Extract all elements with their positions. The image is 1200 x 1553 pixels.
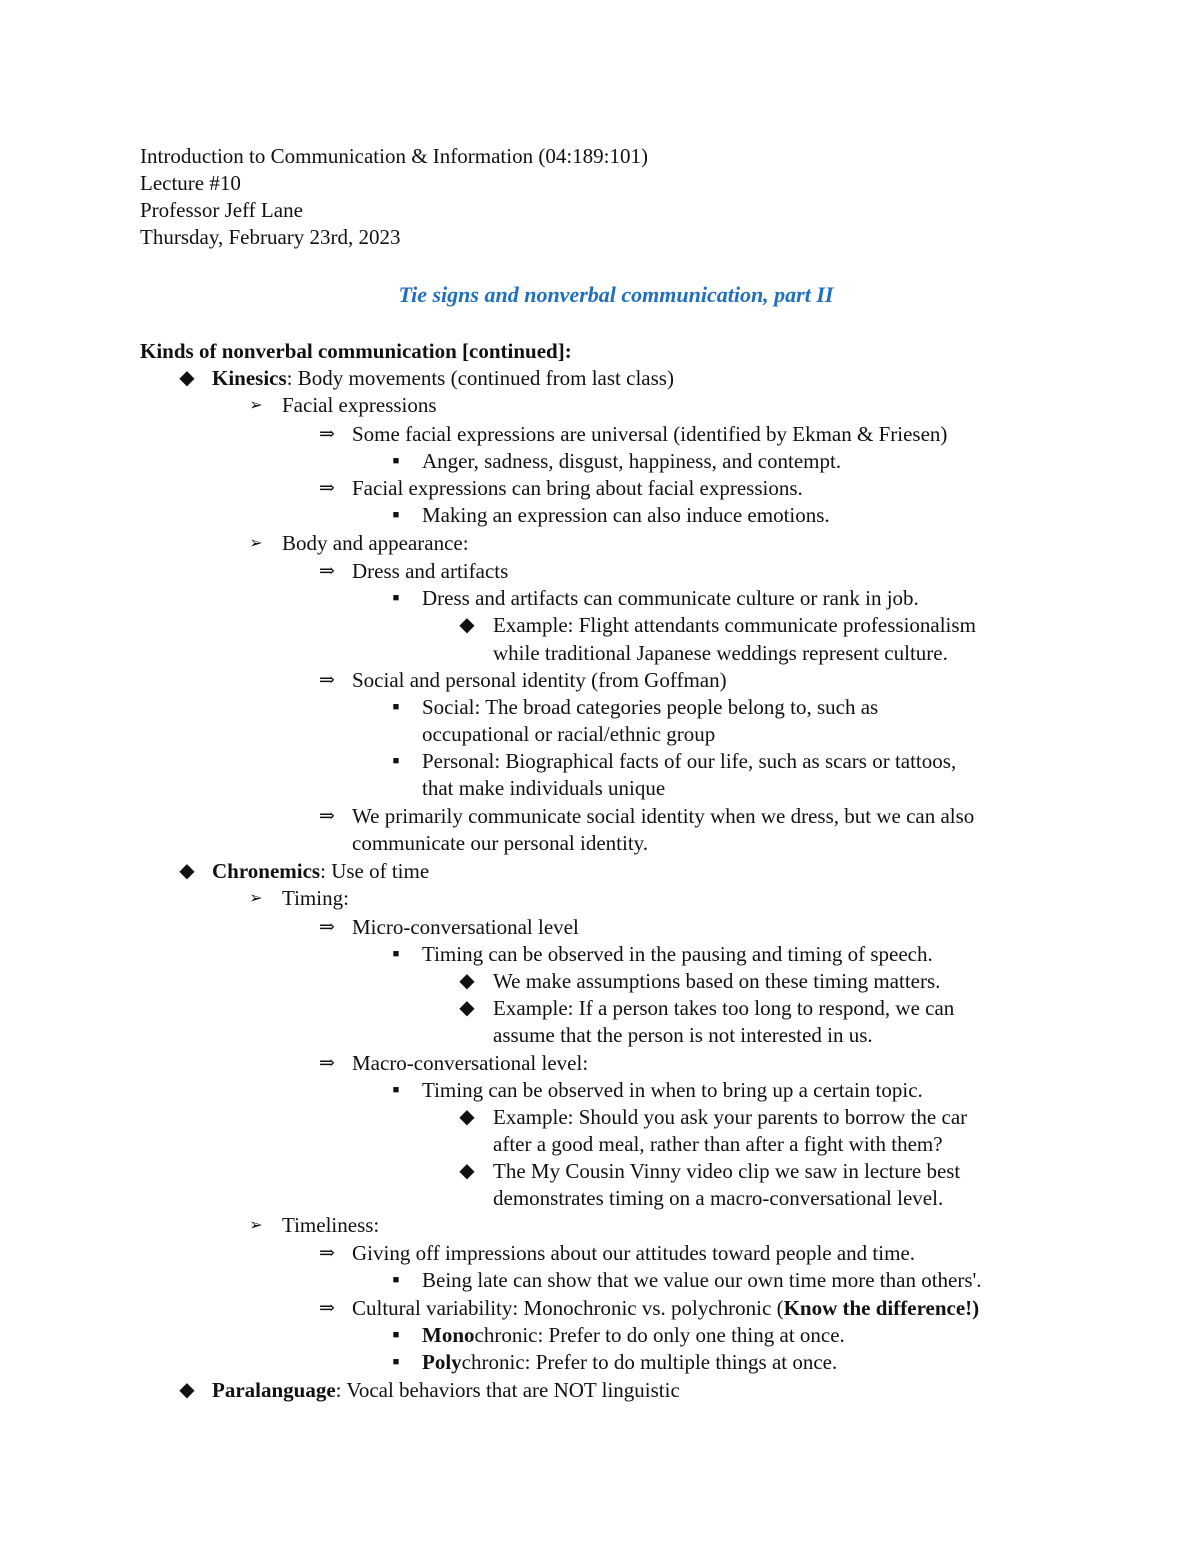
list-item [0, 1077, 1200, 1104]
list-item [0, 1050, 1200, 1077]
list-item-text: communicate our personal identity. [352, 831, 649, 855]
list-item [0, 1267, 1200, 1294]
list-item-continuation [0, 1022, 1200, 1049]
diamond-bullet-icon: ◆ [459, 614, 475, 636]
list-item [0, 914, 1200, 941]
list-item [0, 1240, 1200, 1267]
square-bullet-icon: ■ [392, 948, 400, 960]
list-item-text: Timing: [282, 886, 349, 910]
arrowhead-bullet-icon: ➢ [249, 535, 263, 552]
list-item-continuation [0, 1131, 1200, 1158]
term-poly: Poly [422, 1350, 462, 1374]
diamond-bullet-icon: ◆ [459, 1106, 475, 1128]
list-item-text: assume that the person is not interested in us. [493, 1023, 873, 1047]
arrowhead-bullet-icon: ➢ [249, 890, 263, 907]
double-arrow-bullet-icon: ⇒ [319, 917, 335, 938]
list-item-text: Timing can be observed in when to bring up a certain topic. [422, 1078, 923, 1102]
list-item-text: that make individuals unique [422, 776, 666, 800]
list-item [0, 1349, 1200, 1376]
term-chronemics: Chronemics [212, 859, 321, 883]
square-bullet-icon: ■ [392, 701, 400, 713]
list-item-text: Body and appearance: [282, 531, 469, 555]
emphasis-know-difference: Know the difference!) [783, 1296, 980, 1320]
list-item [0, 1212, 1200, 1239]
list-item-text: occupational or racial/ethnic group [422, 722, 716, 746]
list-item-text: We primarily communicate social identity when we dress, but we can also [352, 804, 975, 828]
square-bullet-icon: ■ [392, 592, 400, 604]
list-item-text: Dress and artifacts [352, 559, 509, 583]
arrowhead-bullet-icon: ➢ [249, 397, 263, 414]
list-item-text: Example: Should you ask your parents to borrow the car [493, 1105, 968, 1129]
list-item-text: Being late can show that we value our own time more than others'. [422, 1268, 982, 1292]
list-item [0, 392, 1200, 419]
list-item [0, 968, 1200, 995]
definition-chronemics: : Use of time [320, 859, 430, 883]
diamond-bullet-icon: ◆ [459, 970, 475, 992]
list-item [0, 502, 1200, 529]
list-item-text: Some facial expressions are universal (identified by Ekman & Friesen) [352, 422, 948, 446]
list-item [0, 748, 1200, 775]
list-item-text: after a good meal, rather than after a fight with them? [493, 1132, 943, 1156]
definition-monochronic: chronic: Prefer to do only one thing at once. [474, 1323, 845, 1347]
list-item [0, 694, 1200, 721]
list-item [0, 421, 1200, 448]
list-item-text: Personal: Biographical facts of our life, such as scars or tattoos, [422, 749, 957, 773]
list-item-text: Giving off impressions about our attitudes toward people and time. [352, 1241, 916, 1265]
list-item [0, 1158, 1200, 1185]
professor-name: Professor Jeff Lane [140, 198, 303, 222]
list-item-text: Macro-conversational level: [352, 1051, 589, 1075]
double-arrow-bullet-icon: ⇒ [319, 424, 335, 445]
list-item [0, 448, 1200, 475]
list-item [0, 365, 1200, 392]
list-item-text: Facial expressions [282, 393, 437, 417]
lecture-date: Thursday, February 23rd, 2023 [140, 225, 401, 249]
list-item-continuation [0, 830, 1200, 857]
list-item [0, 1322, 1200, 1349]
diamond-bullet-icon: ◆ [179, 860, 195, 882]
double-arrow-bullet-icon: ⇒ [319, 1298, 335, 1319]
list-item-continuation [0, 721, 1200, 748]
double-arrow-bullet-icon: ⇒ [319, 1243, 335, 1264]
list-item [0, 558, 1200, 585]
list-item-text: Making an expression can also induce emotions. [422, 503, 830, 527]
arrowhead-bullet-icon: ➢ [249, 1217, 263, 1234]
list-item-text: Social: The broad categories people belong to, such as [422, 695, 879, 719]
double-arrow-bullet-icon: ⇒ [319, 806, 335, 827]
square-bullet-icon: ■ [392, 1274, 400, 1286]
double-arrow-bullet-icon: ⇒ [319, 670, 335, 691]
diamond-bullet-icon: ◆ [179, 367, 195, 389]
list-item-text: We make assumptions based on these timing matters. [493, 969, 941, 993]
page-title: Tie signs and nonverbal communication, part II [398, 282, 834, 307]
diamond-bullet-icon: ◆ [459, 997, 475, 1019]
square-bullet-icon: ■ [392, 455, 400, 467]
double-arrow-bullet-icon: ⇒ [319, 561, 335, 582]
list-item [0, 612, 1200, 639]
list-item-text: while traditional Japanese weddings represent culture. [493, 641, 948, 665]
square-bullet-icon: ■ [392, 1084, 400, 1096]
definition-paralanguage: : Vocal behaviors that are NOT linguistic [335, 1378, 680, 1402]
list-item-text: Example: Flight attendants communicate professionalism [493, 613, 976, 637]
square-bullet-icon: ■ [392, 755, 400, 767]
list-item-text: Social and personal identity (from Goffman) [352, 668, 727, 692]
list-item-text: demonstrates timing on a macro-conversational level. [493, 1186, 944, 1210]
definition-kinesics: : Body movements (continued from last class) [286, 366, 674, 390]
list-item-continuation [0, 640, 1200, 667]
square-bullet-icon: ■ [392, 1329, 400, 1341]
list-item [0, 1377, 1200, 1404]
list-item-text: Micro-conversational level [352, 915, 579, 939]
list-item-text: The My Cousin Vinny video clip we saw in lecture best [493, 1159, 961, 1183]
list-item [0, 1104, 1200, 1131]
section-heading: Kinds of nonverbal communication [continued]: [140, 339, 572, 363]
square-bullet-icon: ■ [392, 509, 400, 521]
list-item [0, 530, 1200, 557]
course-name: Introduction to Communication & Information (04:189:101) [140, 144, 649, 168]
definition-polychronic: chronic: Prefer to do multiple things at once. [461, 1350, 838, 1374]
term-kinesics: Kinesics [212, 366, 287, 390]
list-item [0, 803, 1200, 830]
double-arrow-bullet-icon: ⇒ [319, 478, 335, 499]
square-bullet-icon: ■ [392, 1356, 400, 1368]
list-item-continuation [0, 1185, 1200, 1212]
list-item-text: Dress and artifacts can communicate culture or rank in job. [422, 586, 919, 610]
list-item-text: Facial expressions can bring about facial expressions. [352, 476, 803, 500]
list-item [0, 858, 1200, 885]
list-item [0, 941, 1200, 968]
diamond-bullet-icon: ◆ [459, 1160, 475, 1182]
list-item-text: Timeliness: [282, 1213, 380, 1237]
double-arrow-bullet-icon: ⇒ [319, 1053, 335, 1074]
term-mono: Mono [422, 1323, 475, 1347]
list-item-text: Anger, sadness, disgust, happiness, and contempt. [422, 449, 842, 473]
list-item [0, 585, 1200, 612]
list-item-text: Timing can be observed in the pausing and timing of speech. [422, 942, 933, 966]
list-item [0, 885, 1200, 912]
list-item [0, 1295, 1200, 1322]
list-item [0, 667, 1200, 694]
diamond-bullet-icon: ◆ [179, 1379, 195, 1401]
list-item-continuation [0, 775, 1200, 802]
lecture-number: Lecture #10 [140, 171, 241, 195]
term-paralanguage: Paralanguage [212, 1378, 336, 1402]
list-item-text: Example: If a person takes too long to respond, we can [493, 996, 955, 1020]
list-item [0, 475, 1200, 502]
list-item [0, 995, 1200, 1022]
list-item-text: Cultural variability: Monochronic vs. polychronic ( [352, 1296, 784, 1320]
